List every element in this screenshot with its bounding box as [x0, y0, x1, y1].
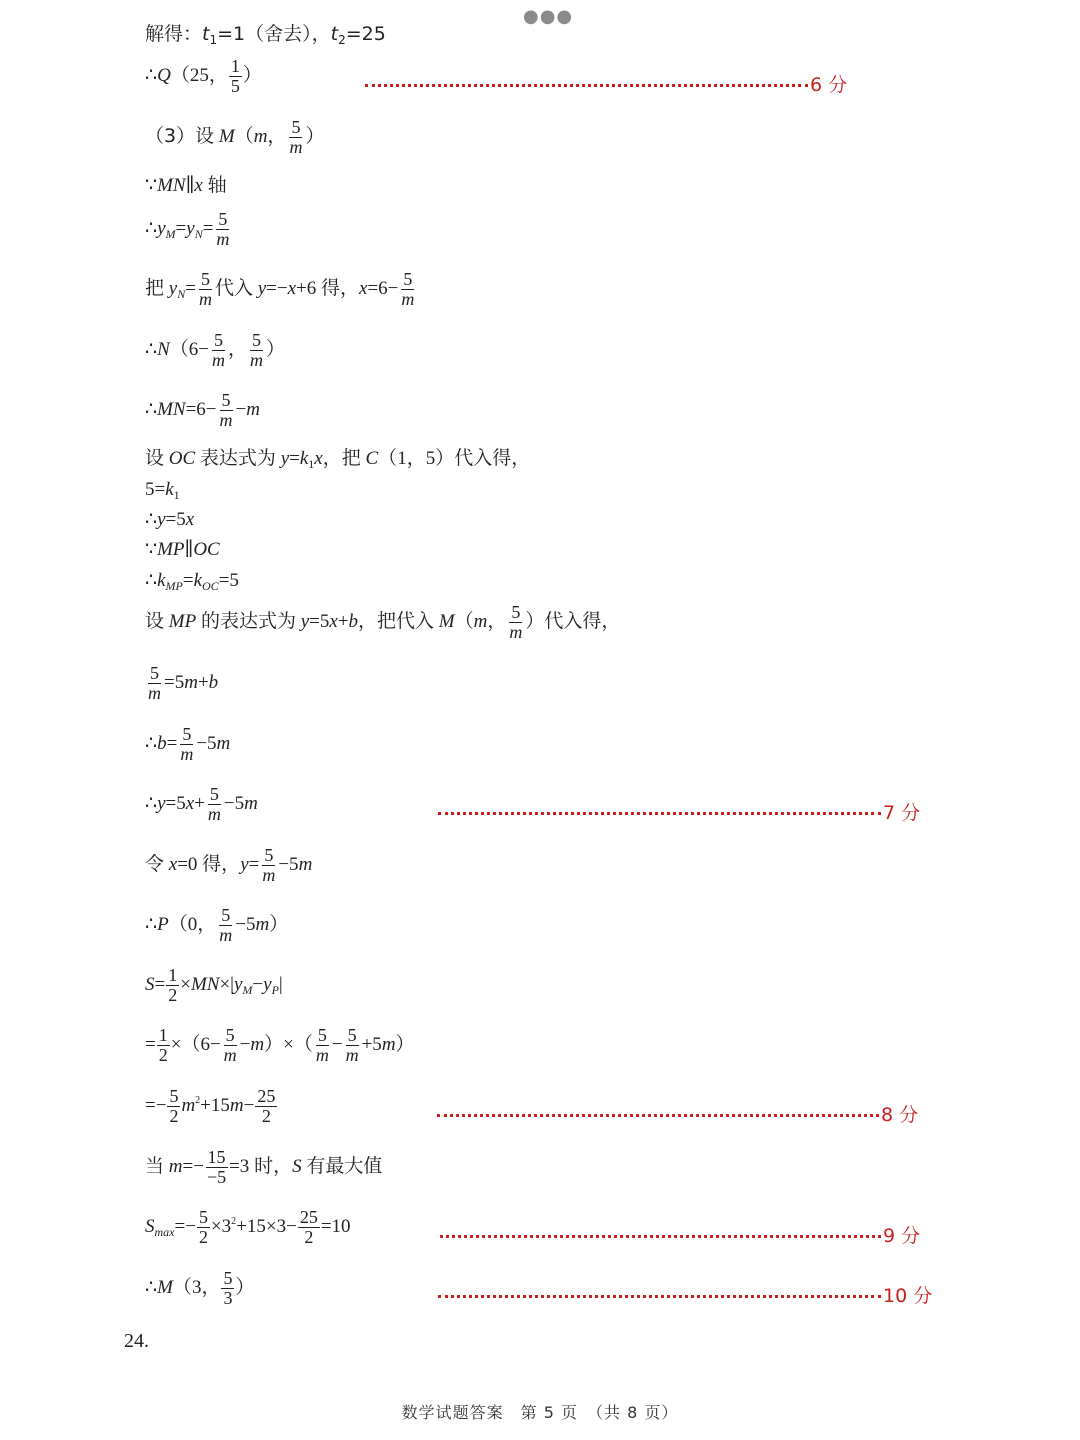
solution-line-9: 设 OC 表达式为 $y=k_1x$，把 C（1，5）代入得，	[145, 447, 531, 471]
score-marker-6: 6 分	[365, 70, 847, 97]
solution-line-20: S= $\frac{1}{2}$ $\times MN\times|y_M-y_P|$	[145, 965, 283, 1005]
score-marker-10: 10 分	[438, 1281, 932, 1308]
solution-line-12: ∵MP∥OC	[145, 539, 220, 560]
solution-line-10: $5=k_1$	[145, 479, 180, 502]
score-marker-8: 8 分	[437, 1100, 918, 1127]
solution-line-2: ∴Q（25， $\frac{1}{5}$ ）	[145, 56, 262, 96]
solution-line-13: $\therefore k_{MP}=k_{OC}=5$	[145, 570, 239, 593]
solution-line-8: ∴MN=6− $\frac{5}{m}$ −m	[145, 390, 260, 430]
page-footer: 数学试题答案 第 5 页 （共 8 页）	[401, 1403, 679, 1422]
solution-line-24: $S_{max}=-$ $\frac{5}{2}$ $\times 3^2+15\times 3-$ $\frac{25}{2}$ =10	[145, 1207, 351, 1247]
score-marker-9: 9 分	[440, 1221, 920, 1248]
solution-line-23: 当 m=− $\frac{15}{-5}$ =3 时，S 有最大值	[145, 1147, 383, 1187]
more-dots-icon[interactable]: ●●●	[523, 6, 574, 27]
solution-line-25: ∴M（3， $\frac{5}{3}$ ）	[145, 1268, 255, 1308]
solution-line-15: $\frac{5}{m}$ =5m+b	[148, 663, 219, 703]
solution-line-1: 解得：$t_1=1$（舍去），$t_2=25$	[145, 23, 386, 47]
solution-line-17: ∴y=5x+ $\frac{5}{m}$ −5m	[145, 784, 258, 824]
solution-line-5: $\therefore y_M=y_N=$ $\frac{5}{m}$	[145, 209, 230, 249]
solution-line-19: ∴P（0， $\frac{5}{m}$ −5m）	[145, 905, 289, 945]
solution-line-22: =− $\frac{5}{2}$ $m^2+15m-$ $\frac{25}{2}$	[145, 1086, 276, 1126]
solution-line-21: = $\frac{1}{2}$ ×（6− $\frac{5}{m}$ −m）×（ $\frac{5}{m}$ − $\frac{5}{m}$ +5m）	[145, 1025, 415, 1065]
solution-line-18: 令 x=0 得，y= $\frac{5}{m}$ −5m	[145, 845, 313, 885]
solution-line-3: （3）设 M（m， $\frac{5}{m}$ ）	[145, 117, 325, 157]
solution-line-4: ∵MN∥x 轴	[145, 174, 227, 196]
question-number: 24.	[124, 1330, 149, 1352]
solution-line-7: ∴N（6− $\frac{5}{m}$ ， $\frac{5}{m}$ ）	[145, 330, 286, 370]
solution-line-6: 把 $y_N=$ $\frac{5}{m}$ 代入 y=−x+6 得，x=6− $\frac{5}{m}$	[145, 269, 415, 309]
solution-line-16: ∴b= $\frac{5}{m}$ −5m	[145, 724, 231, 764]
score-marker-7: 7 分	[438, 798, 920, 825]
solution-line-14: 设 MP 的表达式为 y=5x+b，把代入 M（m， $\frac{5}{m}$ ）代入得，	[145, 602, 621, 642]
solution-line-11: ∴y=5x	[145, 509, 195, 530]
